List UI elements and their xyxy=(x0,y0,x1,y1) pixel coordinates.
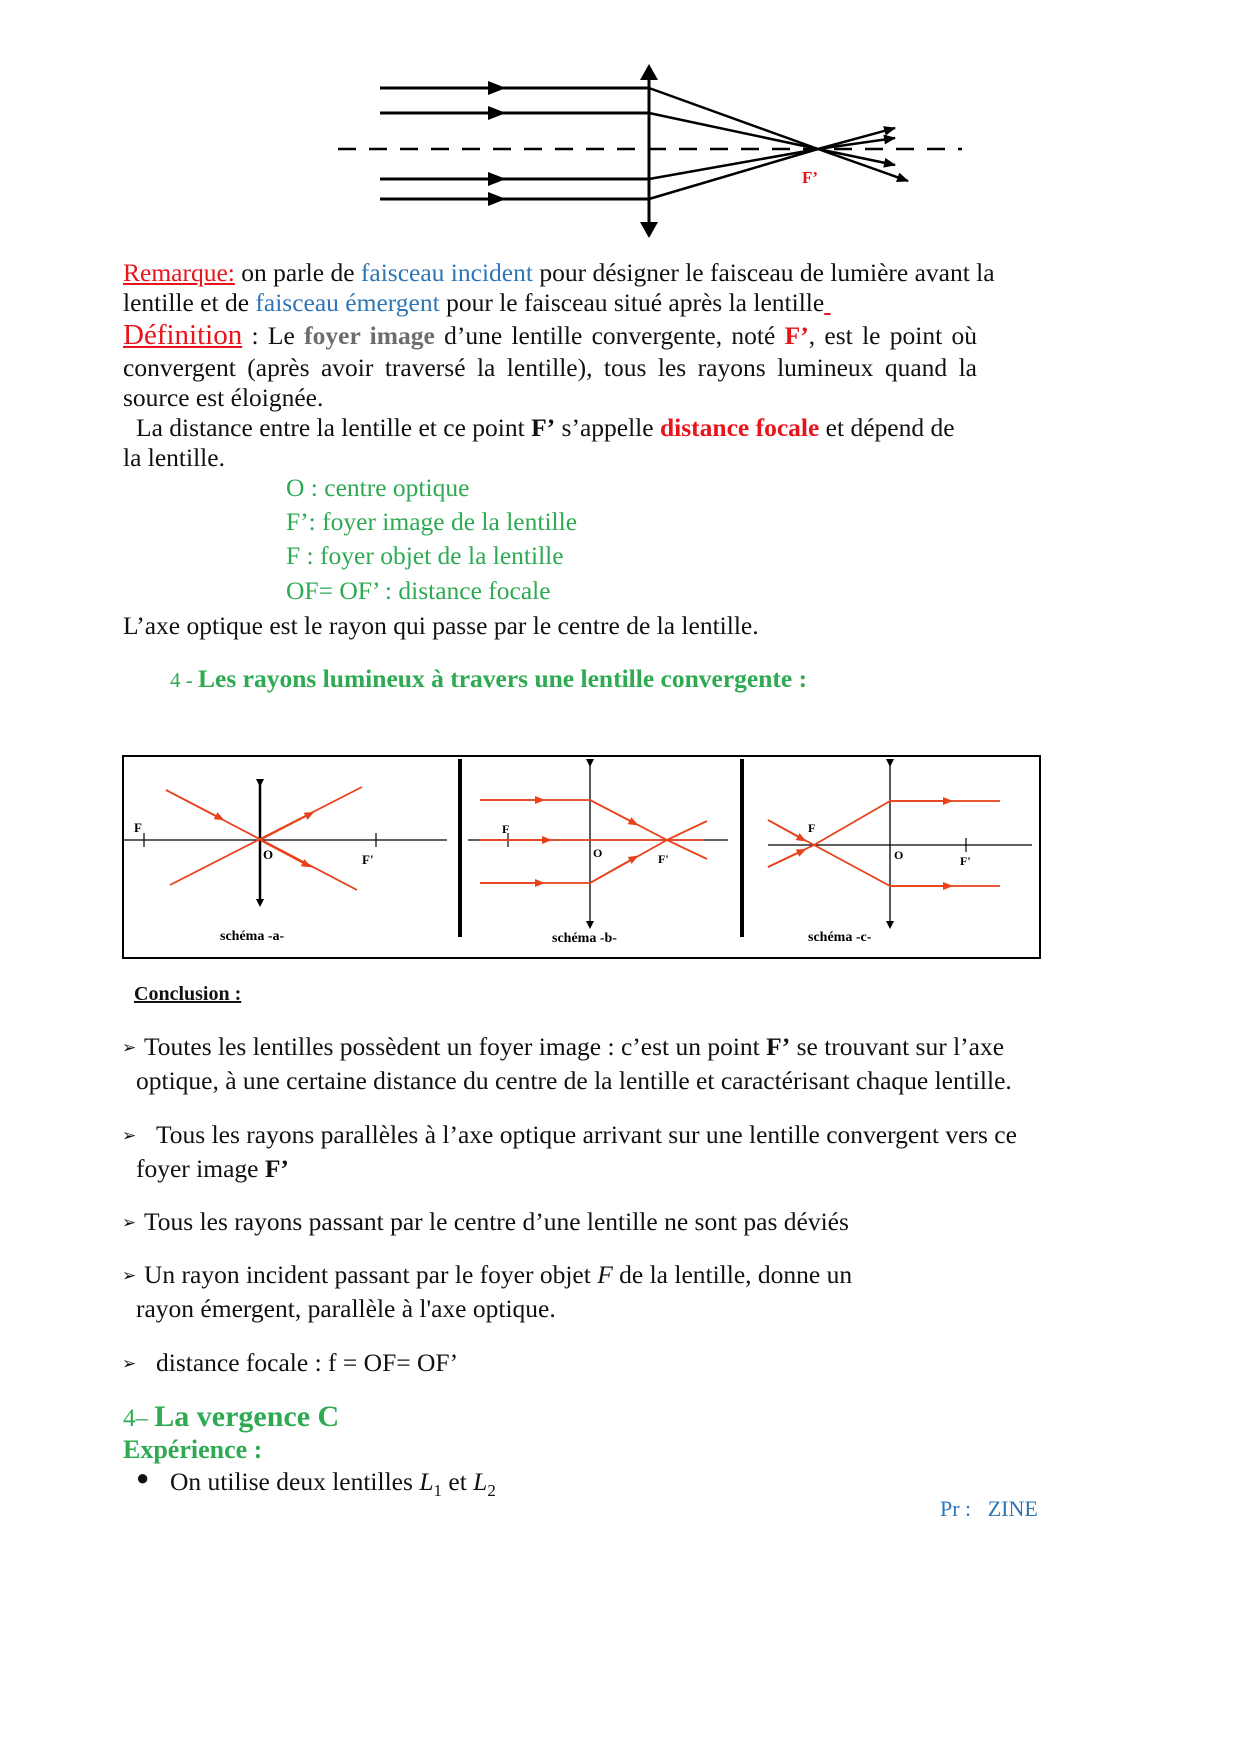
lentilles-et: et xyxy=(442,1467,474,1496)
schema-a-caption: schéma -a- xyxy=(220,929,285,944)
lentilles-item xyxy=(170,1465,496,1508)
remarque-line-2 xyxy=(123,286,831,320)
definition-text-3: , est le point où xyxy=(808,321,978,350)
underline-mark xyxy=(824,288,830,317)
schema-a xyxy=(122,783,447,944)
lens-bottom-arrow xyxy=(640,222,658,238)
definition-line-3 xyxy=(123,381,323,415)
arrow-bullet-icon: ➢ xyxy=(122,1266,137,1285)
schema-b xyxy=(468,763,728,946)
foyer-image-term: foyer image xyxy=(304,321,435,350)
footer-prefix: Pr : xyxy=(940,1496,972,1521)
schema-a-rays xyxy=(166,787,362,890)
distance-line-2: la lentille. xyxy=(123,443,225,472)
definition-line-1 xyxy=(123,319,977,353)
distance-line-1 xyxy=(136,411,955,445)
schema-a-Fprime: F' xyxy=(362,852,374,867)
schema-c-O: O xyxy=(894,848,904,862)
lentilles-text: On utilise deux lentilles xyxy=(170,1467,420,1496)
definition-text-1: : Le xyxy=(242,321,305,350)
legend-centre-optique: O : centre optique xyxy=(286,473,470,502)
remarque-text-2: pour désigner le faisceau de lumière avant la xyxy=(532,258,995,287)
conclusion-item-4-line-1 xyxy=(144,1258,852,1292)
converging-beam-figure xyxy=(330,58,970,248)
incident-ray-arrows xyxy=(488,81,506,206)
distance-text-1: La distance entre la lentille et ce point xyxy=(136,413,532,442)
schema-c xyxy=(768,763,1032,945)
legend-foyer-objet: F : foyer objet de la lentille xyxy=(286,541,564,570)
schema-b-F: F xyxy=(502,822,510,836)
remarque-text-1: on parle de xyxy=(234,258,361,287)
footer-name: ZINE xyxy=(987,1496,1038,1521)
schema-c-Fprime: F' xyxy=(960,854,971,868)
lens-schemas-figure xyxy=(122,755,1042,961)
conclusion-item-1-line-1 xyxy=(144,1030,1004,1064)
conclusion-item-4-text-a: Un rayon incident passant par le foyer objet xyxy=(144,1260,598,1289)
schema-c-caption: schéma -c- xyxy=(808,930,872,945)
remarque-line-1 xyxy=(123,256,995,290)
arrow-bullet-icon: ➢ xyxy=(122,1354,137,1373)
section-4-title: Les rayons lumineux à travers une lentille convergente : xyxy=(198,664,808,693)
focal-point-label: F’ xyxy=(802,168,819,187)
schema-a-O: O xyxy=(263,847,274,862)
vergence-title: La vergence C xyxy=(154,1400,340,1433)
faisceau-incident-term: faisceau incident xyxy=(360,258,533,287)
lens-L1-symbol: L xyxy=(419,1467,434,1496)
axe-optique-sentence: L’axe optique est le rayon qui passe par le centre de la lentille. xyxy=(123,611,759,640)
incident-rays xyxy=(380,88,649,199)
distance-focale-term: distance focale xyxy=(659,413,820,442)
section-4-heading xyxy=(170,662,807,698)
vergence-heading xyxy=(123,1398,339,1438)
conclusion-item-3: Tous les rayons passant par le centre d’une lentille ne sont pas déviés xyxy=(144,1207,849,1236)
conclusion-item-1-fprime: F’ xyxy=(766,1032,791,1061)
distance-fprime: F’ xyxy=(531,413,556,442)
conclusion-item-1-line-2: optique, à une certaine distance du centre de la lentille et caractérisant chaque lentille. xyxy=(136,1066,1012,1095)
schema-c-rays xyxy=(768,801,1000,886)
remarque-text-4: pour le faisceau situé après la lentille xyxy=(439,288,825,317)
footer-author xyxy=(940,1496,1038,1522)
conclusion-item-1-text-a: Toutes les lentilles possèdent un foyer image : c’est un point xyxy=(144,1032,767,1061)
schema-a-F: F xyxy=(134,820,142,835)
conclusion-item-2-line-2 xyxy=(136,1152,289,1186)
conclusion-item-4-F: F xyxy=(597,1260,613,1289)
legend-distance-focale: OF= OF’ : distance focale xyxy=(286,576,551,605)
remarque-label: Remarque: xyxy=(123,258,235,287)
lens-top-arrow xyxy=(640,64,658,80)
lens-L2-subscript: 2 xyxy=(487,1481,496,1500)
definition-line-2: convergent (après avoir traversé la lentille), tous les rayons lumineux quand la xyxy=(123,353,977,382)
legend-foyer-image: F’: foyer image de la lentille xyxy=(286,507,578,536)
arrow-bullet-icon: ➢ xyxy=(122,1126,137,1145)
bullet-dot-icon: ● xyxy=(136,1465,150,1490)
schema-b-Fprime: F' xyxy=(658,852,669,866)
definition-text-2: d’une lentille convergente, noté xyxy=(434,321,785,350)
schema-b-caption: schéma -b- xyxy=(552,931,617,946)
conclusion-item-5: distance focale : f = OF= OF’ xyxy=(156,1348,459,1377)
arrow-bullet-icon: ➢ xyxy=(122,1038,137,1057)
schema-b-O: O xyxy=(593,846,603,860)
distance-text-2: s’appelle xyxy=(555,413,660,442)
schema-c-F: F xyxy=(808,821,816,835)
definition-label: Définition xyxy=(123,319,243,351)
fprime-term: F’ xyxy=(784,321,809,350)
conclusion-item-1-text-c: se trouvant sur l’axe xyxy=(790,1032,1005,1061)
definition-line-3-text: source est éloignée. xyxy=(123,383,324,412)
faisceau-emergent-term: faisceau émergent xyxy=(255,288,440,317)
lens-L1-subscript: 1 xyxy=(433,1481,442,1500)
lens-L2-symbol: L xyxy=(473,1467,488,1496)
conclusion-item-2-line-1: Tous les rayons parallèles à l’axe optique arrivant sur une lentille convergent vers ce xyxy=(156,1120,1017,1149)
arrow-bullet-icon: ➢ xyxy=(122,1213,137,1232)
schema-b-rays xyxy=(480,800,707,883)
vergence-number: 4– xyxy=(123,1405,155,1432)
experience-heading: Expérience : xyxy=(123,1435,263,1464)
conclusion-item-2-fprime: F’ xyxy=(264,1154,289,1183)
emergent-rays xyxy=(649,88,908,199)
conclusion-item-2-text-a: foyer image xyxy=(136,1154,265,1183)
section-4-number: 4 - xyxy=(170,668,198,692)
distance-text-3: et dépend de xyxy=(819,413,955,442)
remarque-text-3: lentille et de xyxy=(123,288,256,317)
conclusion-title: Conclusion : xyxy=(134,983,242,1005)
conclusion-item-4-text-c: de la lentille, donne un xyxy=(612,1260,853,1289)
conclusion-item-4-line-2: rayon émergent, parallèle à l'axe optique. xyxy=(136,1294,556,1323)
